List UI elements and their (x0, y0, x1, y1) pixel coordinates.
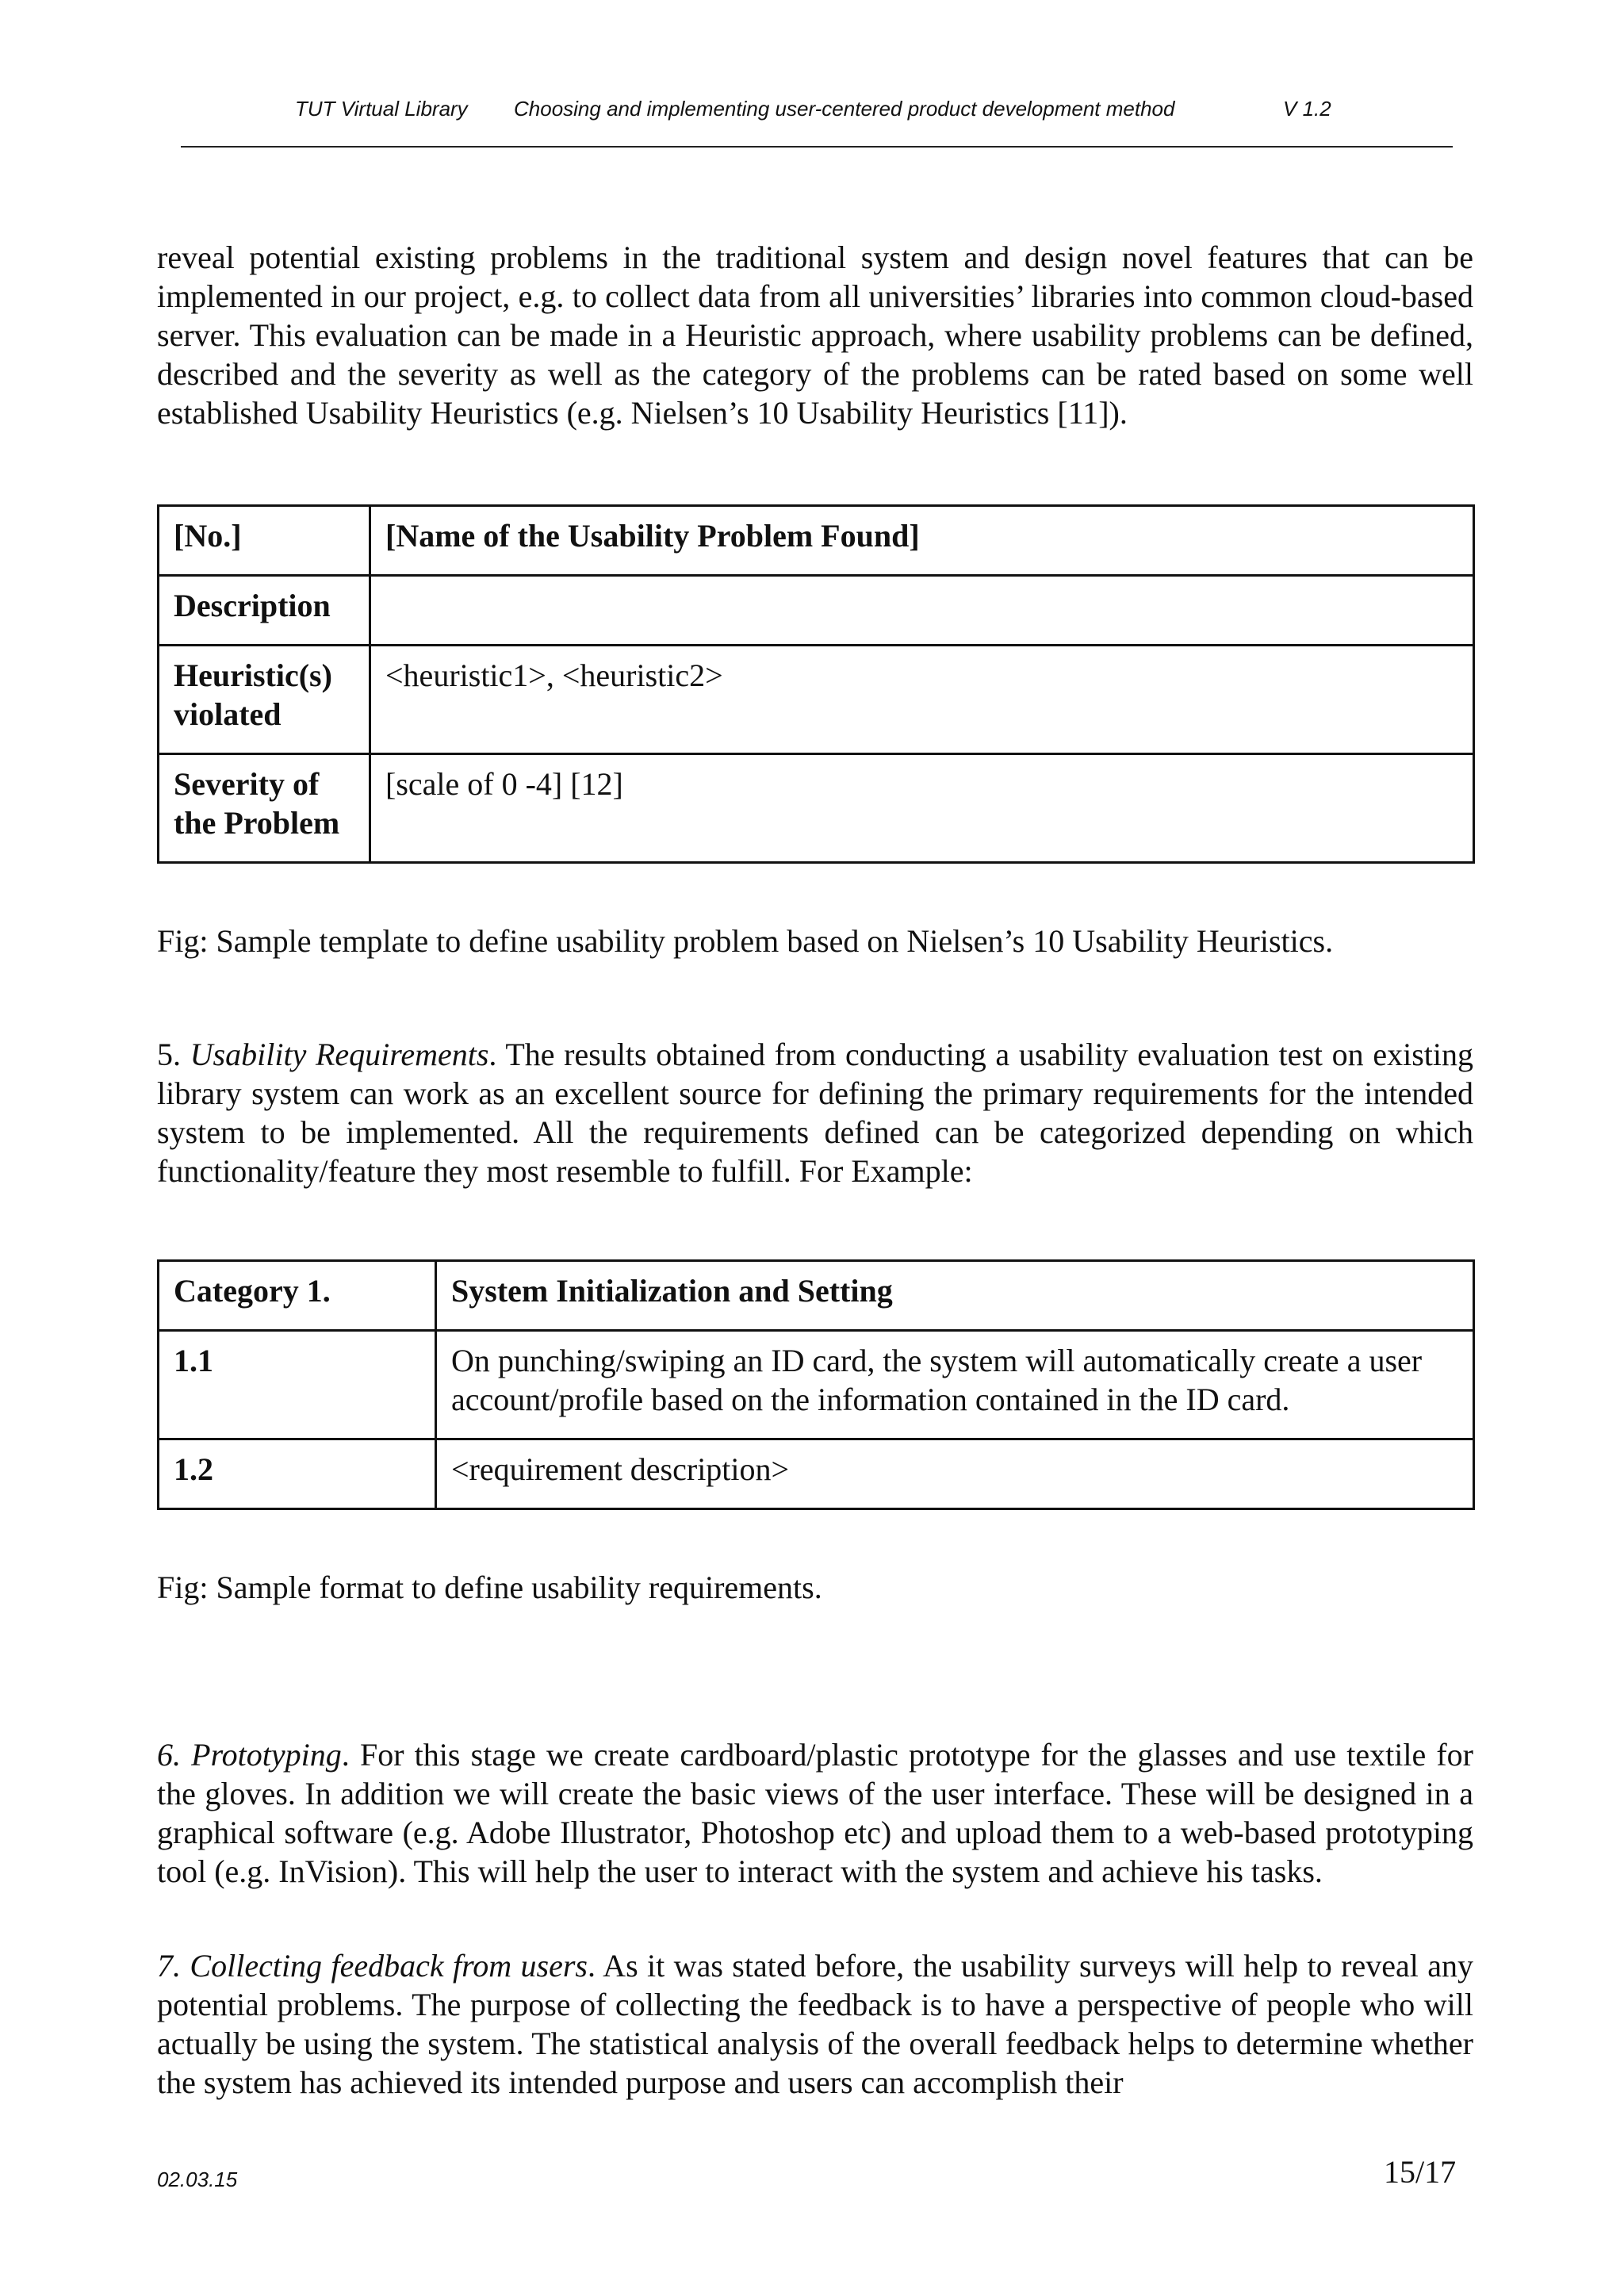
section-5-number: 5. (157, 1037, 181, 1072)
requirement-1-2-value: <requirement description> (436, 1439, 1474, 1509)
section-5-paragraph (157, 1035, 1473, 1190)
section-6-paragraph (157, 1735, 1473, 1891)
section-5-body: . The results obtained from conducting a usability evaluation test on existing library system can work as an excellent source for defining the primary requirements for the intended system to be implemented. All the requirements defined can be categorized depending on which functionality/feature they most resemble to fulfill. For Example: (157, 1037, 1473, 1189)
description-value (370, 576, 1474, 646)
problem-number-label: [No.] (159, 506, 370, 576)
section-7-body: . As it was stated before, the usability surveys will help to reveal any potential problems. The purpose of collecting the feedback is to have a perspective of people who will actually be using the system. The statistical analysis of the overall feedback helps to determine whether the system has achieved its intended purpose and users can accomplish their (157, 1948, 1473, 2100)
description-label: Description (159, 576, 370, 646)
intro-paragraph: reveal potential existing problems in the traditional system and design novel features that can be implemented in our project, e.g. to collect data from all universities’ libraries into common cloud-based server. This evaluation can be made in a Heuristic approach, where usability problems can be defined, described and the severity as well as the category of the problems can be rated based on some well established Usability Heuristics (e.g. Nielsen’s 10 Usability Heuristics [11]). (157, 240, 1473, 431)
category-label: Category 1. (159, 1261, 436, 1331)
category-value: System Initialization and Setting (436, 1261, 1474, 1331)
table-row (159, 754, 1474, 863)
section-7-title: 7. Collecting feedback from users (157, 1948, 588, 1984)
table-row (159, 646, 1474, 754)
footer-date: 02.03.15 (157, 2168, 238, 2191)
table-row (159, 1439, 1474, 1509)
table-row (159, 576, 1474, 646)
heuristics-label: Heuristic(s) violated (159, 646, 370, 754)
header-rule (181, 146, 1453, 148)
header-version: V 1.2 (1283, 97, 1331, 121)
page-number: 15/17 (1384, 2154, 1457, 2190)
requirement-1-1-value: On punching/swiping an ID card, the system will automatically create a user account/profile based on the information contained in the ID card. (436, 1331, 1474, 1439)
section-7-paragraph (157, 1946, 1473, 2102)
severity-label: Severity of the Problem (159, 754, 370, 863)
severity-value: [scale of 0 -4] [12] (370, 754, 1474, 863)
requirement-1-2-label: 1.2 (159, 1439, 436, 1509)
section-6-title: 6. Prototyping (157, 1737, 342, 1773)
requirements-table-caption: Fig: Sample format to define usability requirements. (157, 1570, 822, 1605)
table-row (159, 506, 1474, 576)
section-6-body: . For this stage we create cardboard/plastic prototype for the glasses and use textile for the gloves. In addition we will create the basic views of the user interface. These will be designed in a graphical software (e.g. Adobe Illustrator, Photoshop etc) and upload them to a web-based prototyping tool (e.g. InVision). This will help the user to interact with the system and achieve his tasks. (157, 1737, 1474, 1889)
usability-problem-table (157, 504, 1475, 864)
header-library: TUT Virtual Library (295, 97, 468, 121)
header-title: Choosing and implementing user-centered product development method (514, 97, 1175, 121)
problem-table-caption: Fig: Sample template to define usability problem based on Nielsen’s 10 Usability Heuristics. (157, 923, 1334, 959)
table-row (159, 1261, 1474, 1331)
heuristics-value: <heuristic1>, <heuristic2> (370, 646, 1474, 754)
requirements-table (157, 1259, 1475, 1510)
problem-name-value: [Name of the Usability Problem Found] (370, 506, 1474, 576)
table-row (159, 1331, 1474, 1439)
requirement-1-1-label: 1.1 (159, 1331, 436, 1439)
section-5-title: Usability Requirements (190, 1037, 489, 1072)
